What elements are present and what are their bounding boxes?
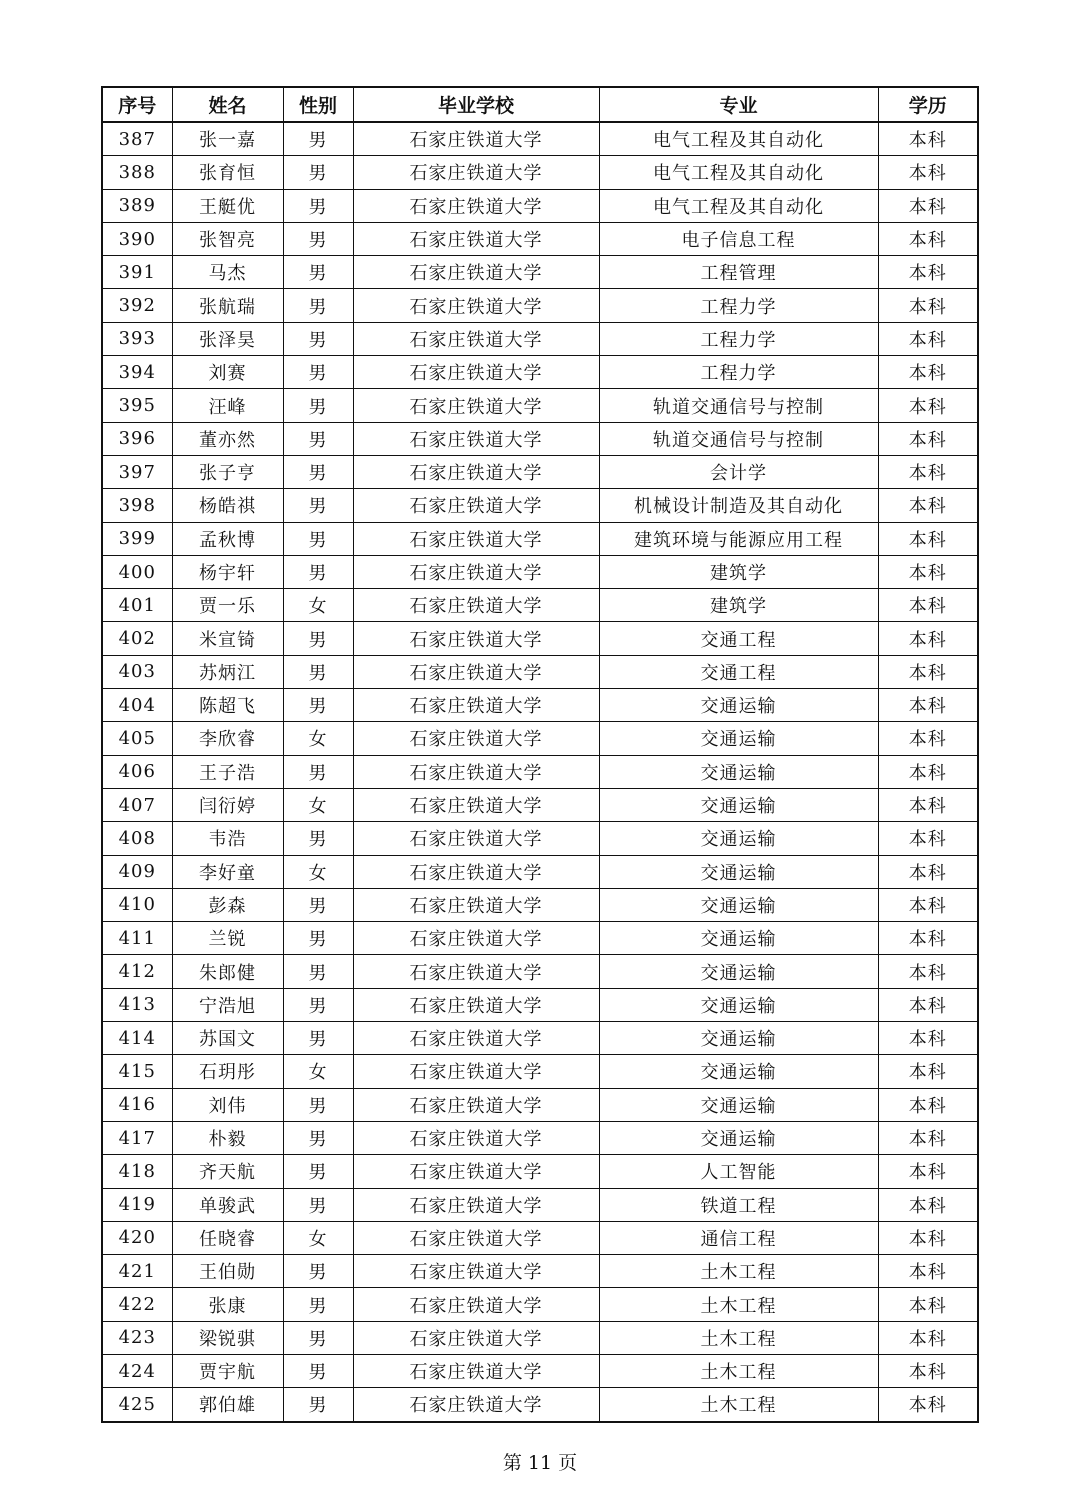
cell-major: 工程力学 bbox=[599, 289, 878, 322]
cell-school: 石家庄铁道大学 bbox=[353, 122, 599, 156]
cell-degree: 本科 bbox=[878, 689, 978, 722]
cell-index: 400 bbox=[102, 555, 172, 588]
cell-school: 石家庄铁道大学 bbox=[353, 855, 599, 888]
cell-gender: 男 bbox=[283, 1121, 353, 1154]
cell-school: 石家庄铁道大学 bbox=[353, 888, 599, 921]
cell-index: 397 bbox=[102, 455, 172, 488]
cell-index: 402 bbox=[102, 622, 172, 655]
cell-name: 董亦然 bbox=[172, 422, 283, 455]
cell-gender: 男 bbox=[283, 256, 353, 289]
cell-gender: 女 bbox=[283, 1221, 353, 1254]
cell-gender: 男 bbox=[283, 422, 353, 455]
cell-school: 石家庄铁道大学 bbox=[353, 455, 599, 488]
table-row bbox=[102, 722, 978, 755]
cell-name: 彭森 bbox=[172, 888, 283, 921]
cell-school: 石家庄铁道大学 bbox=[353, 1388, 599, 1422]
cell-index: 388 bbox=[102, 156, 172, 189]
cell-index: 389 bbox=[102, 189, 172, 222]
cell-name: 任晓睿 bbox=[172, 1221, 283, 1254]
cell-index: 418 bbox=[102, 1155, 172, 1188]
cell-gender: 男 bbox=[283, 888, 353, 921]
cell-school: 石家庄铁道大学 bbox=[353, 1221, 599, 1254]
cell-index: 406 bbox=[102, 755, 172, 788]
cell-gender: 男 bbox=[283, 655, 353, 688]
cell-index: 422 bbox=[102, 1288, 172, 1321]
cell-degree: 本科 bbox=[878, 555, 978, 588]
table-row bbox=[102, 855, 978, 888]
cell-index: 425 bbox=[102, 1388, 172, 1422]
cell-degree: 本科 bbox=[878, 222, 978, 255]
cell-gender: 男 bbox=[283, 1321, 353, 1354]
cell-gender: 男 bbox=[283, 555, 353, 588]
cell-school: 石家庄铁道大学 bbox=[353, 1188, 599, 1221]
table-row bbox=[102, 222, 978, 255]
table-row bbox=[102, 1288, 978, 1321]
cell-major: 土木工程 bbox=[599, 1321, 878, 1354]
cell-degree: 本科 bbox=[878, 1155, 978, 1188]
cell-major: 建筑环境与能源应用工程 bbox=[599, 522, 878, 555]
table-row bbox=[102, 955, 978, 988]
table-row bbox=[102, 1388, 978, 1422]
cell-gender: 女 bbox=[283, 855, 353, 888]
cell-major: 铁道工程 bbox=[599, 1188, 878, 1221]
cell-degree: 本科 bbox=[878, 522, 978, 555]
cell-major: 轨道交通信号与控制 bbox=[599, 422, 878, 455]
cell-school: 石家庄铁道大学 bbox=[353, 1121, 599, 1154]
table-row bbox=[102, 1022, 978, 1055]
table-row bbox=[102, 322, 978, 355]
cell-degree: 本科 bbox=[878, 322, 978, 355]
cell-school: 石家庄铁道大学 bbox=[353, 156, 599, 189]
cell-name: 张一嘉 bbox=[172, 122, 283, 156]
table-row bbox=[102, 489, 978, 522]
header-major: 专业 bbox=[599, 87, 878, 122]
table-row bbox=[102, 888, 978, 921]
cell-major: 机械设计制造及其自动化 bbox=[599, 489, 878, 522]
cell-gender: 男 bbox=[283, 222, 353, 255]
cell-degree: 本科 bbox=[878, 1121, 978, 1154]
cell-degree: 本科 bbox=[878, 256, 978, 289]
cell-index: 407 bbox=[102, 788, 172, 821]
table-row bbox=[102, 356, 978, 389]
cell-name: 王子浩 bbox=[172, 755, 283, 788]
cell-name: 单骏武 bbox=[172, 1188, 283, 1221]
cell-major: 交通运输 bbox=[599, 689, 878, 722]
header-row bbox=[102, 87, 978, 122]
table-row bbox=[102, 689, 978, 722]
table-row bbox=[102, 1088, 978, 1121]
cell-name: 杨皓祺 bbox=[172, 489, 283, 522]
cell-major: 工程力学 bbox=[599, 356, 878, 389]
cell-degree: 本科 bbox=[878, 1388, 978, 1422]
cell-major: 土木工程 bbox=[599, 1288, 878, 1321]
cell-gender: 男 bbox=[283, 755, 353, 788]
cell-name: 郭伯雄 bbox=[172, 1388, 283, 1422]
table-row bbox=[102, 1221, 978, 1254]
cell-name: 杨宇轩 bbox=[172, 555, 283, 588]
cell-name: 张智亮 bbox=[172, 222, 283, 255]
header-degree: 学历 bbox=[878, 87, 978, 122]
cell-major: 交通运输 bbox=[599, 1121, 878, 1154]
page-number: 第 11 页 bbox=[502, 1452, 578, 1474]
cell-name: 汪峰 bbox=[172, 389, 283, 422]
cell-gender: 男 bbox=[283, 922, 353, 955]
cell-major: 轨道交通信号与控制 bbox=[599, 389, 878, 422]
cell-degree: 本科 bbox=[878, 955, 978, 988]
table-row bbox=[102, 755, 978, 788]
cell-degree: 本科 bbox=[878, 1321, 978, 1354]
cell-major: 交通运输 bbox=[599, 955, 878, 988]
cell-name: 闫衍婷 bbox=[172, 788, 283, 821]
table-row bbox=[102, 589, 978, 622]
cell-gender: 男 bbox=[283, 822, 353, 855]
cell-index: 387 bbox=[102, 122, 172, 156]
cell-index: 420 bbox=[102, 1221, 172, 1254]
cell-school: 石家庄铁道大学 bbox=[353, 1288, 599, 1321]
cell-degree: 本科 bbox=[878, 1188, 978, 1221]
cell-name: 石玥彤 bbox=[172, 1055, 283, 1088]
table-row bbox=[102, 1255, 978, 1288]
roster-table bbox=[101, 86, 979, 1423]
cell-degree: 本科 bbox=[878, 888, 978, 921]
table-row bbox=[102, 256, 978, 289]
cell-index: 398 bbox=[102, 489, 172, 522]
cell-school: 石家庄铁道大学 bbox=[353, 722, 599, 755]
cell-gender: 男 bbox=[283, 1188, 353, 1221]
cell-name: 王伯勋 bbox=[172, 1255, 283, 1288]
cell-major: 交通运输 bbox=[599, 722, 878, 755]
cell-index: 396 bbox=[102, 422, 172, 455]
cell-name: 韦浩 bbox=[172, 822, 283, 855]
cell-school: 石家庄铁道大学 bbox=[353, 1088, 599, 1121]
table-row bbox=[102, 1354, 978, 1387]
cell-major: 交通运输 bbox=[599, 755, 878, 788]
cell-major: 交通运输 bbox=[599, 855, 878, 888]
cell-school: 石家庄铁道大学 bbox=[353, 1022, 599, 1055]
cell-index: 423 bbox=[102, 1321, 172, 1354]
table-row bbox=[102, 122, 978, 156]
cell-major: 土木工程 bbox=[599, 1255, 878, 1288]
cell-degree: 本科 bbox=[878, 1055, 978, 1088]
table-row bbox=[102, 988, 978, 1021]
cell-school: 石家庄铁道大学 bbox=[353, 1155, 599, 1188]
cell-name: 李欣睿 bbox=[172, 722, 283, 755]
header-gender: 性别 bbox=[283, 87, 353, 122]
cell-gender: 男 bbox=[283, 955, 353, 988]
cell-degree: 本科 bbox=[878, 356, 978, 389]
cell-gender: 男 bbox=[283, 322, 353, 355]
cell-degree: 本科 bbox=[878, 1255, 978, 1288]
table-row bbox=[102, 422, 978, 455]
cell-major: 土木工程 bbox=[599, 1354, 878, 1387]
cell-gender: 男 bbox=[283, 1388, 353, 1422]
cell-school: 石家庄铁道大学 bbox=[353, 222, 599, 255]
cell-major: 电气工程及其自动化 bbox=[599, 122, 878, 156]
cell-school: 石家庄铁道大学 bbox=[353, 489, 599, 522]
cell-index: 399 bbox=[102, 522, 172, 555]
cell-name: 孟秋博 bbox=[172, 522, 283, 555]
table-row bbox=[102, 822, 978, 855]
cell-major: 交通工程 bbox=[599, 622, 878, 655]
cell-major: 交通运输 bbox=[599, 888, 878, 921]
cell-gender: 男 bbox=[283, 489, 353, 522]
cell-index: 419 bbox=[102, 1188, 172, 1221]
cell-gender: 男 bbox=[283, 122, 353, 156]
cell-degree: 本科 bbox=[878, 1354, 978, 1387]
table-row bbox=[102, 1121, 978, 1154]
cell-index: 392 bbox=[102, 289, 172, 322]
cell-school: 石家庄铁道大学 bbox=[353, 622, 599, 655]
cell-gender: 男 bbox=[283, 1155, 353, 1188]
cell-school: 石家庄铁道大学 bbox=[353, 788, 599, 821]
table-row bbox=[102, 788, 978, 821]
cell-index: 414 bbox=[102, 1022, 172, 1055]
cell-gender: 男 bbox=[283, 356, 353, 389]
cell-name: 梁锐骐 bbox=[172, 1321, 283, 1354]
cell-degree: 本科 bbox=[878, 755, 978, 788]
cell-name: 张子亨 bbox=[172, 455, 283, 488]
table-row bbox=[102, 655, 978, 688]
cell-index: 394 bbox=[102, 356, 172, 389]
cell-degree: 本科 bbox=[878, 622, 978, 655]
cell-school: 石家庄铁道大学 bbox=[353, 522, 599, 555]
cell-major: 交通运输 bbox=[599, 822, 878, 855]
cell-degree: 本科 bbox=[878, 122, 978, 156]
cell-gender: 男 bbox=[283, 988, 353, 1021]
table-row bbox=[102, 1055, 978, 1088]
cell-name: 米宣锜 bbox=[172, 622, 283, 655]
cell-name: 王艇优 bbox=[172, 189, 283, 222]
cell-major: 交通运输 bbox=[599, 922, 878, 955]
cell-name: 宁浩旭 bbox=[172, 988, 283, 1021]
table-row bbox=[102, 455, 978, 488]
cell-degree: 本科 bbox=[878, 489, 978, 522]
cell-name: 张泽昊 bbox=[172, 322, 283, 355]
cell-gender: 男 bbox=[283, 289, 353, 322]
cell-name: 苏国文 bbox=[172, 1022, 283, 1055]
cell-degree: 本科 bbox=[878, 156, 978, 189]
cell-gender: 男 bbox=[283, 189, 353, 222]
cell-degree: 本科 bbox=[878, 589, 978, 622]
cell-gender: 男 bbox=[283, 1288, 353, 1321]
cell-name: 苏炳江 bbox=[172, 655, 283, 688]
cell-gender: 男 bbox=[283, 689, 353, 722]
cell-major: 电子信息工程 bbox=[599, 222, 878, 255]
cell-major: 交通运输 bbox=[599, 1055, 878, 1088]
cell-name: 刘伟 bbox=[172, 1088, 283, 1121]
cell-gender: 男 bbox=[283, 1255, 353, 1288]
table-row bbox=[102, 189, 978, 222]
table-row bbox=[102, 1321, 978, 1354]
cell-name: 贾宇航 bbox=[172, 1354, 283, 1387]
cell-major: 工程力学 bbox=[599, 322, 878, 355]
cell-degree: 本科 bbox=[878, 422, 978, 455]
cell-name: 刘赛 bbox=[172, 356, 283, 389]
cell-gender: 男 bbox=[283, 389, 353, 422]
cell-school: 石家庄铁道大学 bbox=[353, 256, 599, 289]
cell-name: 张航瑞 bbox=[172, 289, 283, 322]
header-name: 姓名 bbox=[172, 87, 283, 122]
cell-index: 395 bbox=[102, 389, 172, 422]
table-row bbox=[102, 1188, 978, 1221]
cell-index: 404 bbox=[102, 689, 172, 722]
table-row bbox=[102, 555, 978, 588]
cell-index: 405 bbox=[102, 722, 172, 755]
cell-degree: 本科 bbox=[878, 455, 978, 488]
table-row bbox=[102, 289, 978, 322]
cell-index: 424 bbox=[102, 1354, 172, 1387]
cell-gender: 男 bbox=[283, 455, 353, 488]
cell-degree: 本科 bbox=[878, 722, 978, 755]
cell-index: 416 bbox=[102, 1088, 172, 1121]
table-row bbox=[102, 922, 978, 955]
cell-index: 410 bbox=[102, 888, 172, 921]
cell-school: 石家庄铁道大学 bbox=[353, 1321, 599, 1354]
cell-index: 413 bbox=[102, 988, 172, 1021]
cell-name: 贾一乐 bbox=[172, 589, 283, 622]
cell-major: 人工智能 bbox=[599, 1155, 878, 1188]
cell-school: 石家庄铁道大学 bbox=[353, 689, 599, 722]
cell-gender: 男 bbox=[283, 522, 353, 555]
cell-degree: 本科 bbox=[878, 1088, 978, 1121]
cell-school: 石家庄铁道大学 bbox=[353, 655, 599, 688]
cell-name: 马杰 bbox=[172, 256, 283, 289]
cell-school: 石家庄铁道大学 bbox=[353, 1354, 599, 1387]
header-school: 毕业学校 bbox=[353, 87, 599, 122]
cell-index: 408 bbox=[102, 822, 172, 855]
cell-gender: 男 bbox=[283, 1022, 353, 1055]
cell-gender: 女 bbox=[283, 1055, 353, 1088]
cell-degree: 本科 bbox=[878, 289, 978, 322]
cell-index: 403 bbox=[102, 655, 172, 688]
cell-school: 石家庄铁道大学 bbox=[353, 755, 599, 788]
cell-school: 石家庄铁道大学 bbox=[353, 589, 599, 622]
cell-school: 石家庄铁道大学 bbox=[353, 322, 599, 355]
cell-gender: 男 bbox=[283, 156, 353, 189]
cell-school: 石家庄铁道大学 bbox=[353, 988, 599, 1021]
table-row bbox=[102, 389, 978, 422]
cell-name: 陈超飞 bbox=[172, 689, 283, 722]
cell-index: 401 bbox=[102, 589, 172, 622]
cell-degree: 本科 bbox=[878, 389, 978, 422]
cell-gender: 女 bbox=[283, 589, 353, 622]
cell-name: 兰锐 bbox=[172, 922, 283, 955]
cell-school: 石家庄铁道大学 bbox=[353, 422, 599, 455]
cell-major: 建筑学 bbox=[599, 555, 878, 588]
cell-degree: 本科 bbox=[878, 988, 978, 1021]
table-body bbox=[102, 122, 978, 1422]
cell-gender: 女 bbox=[283, 722, 353, 755]
cell-school: 石家庄铁道大学 bbox=[353, 922, 599, 955]
cell-name: 齐天航 bbox=[172, 1155, 283, 1188]
cell-index: 409 bbox=[102, 855, 172, 888]
cell-name: 朴毅 bbox=[172, 1121, 283, 1154]
cell-school: 石家庄铁道大学 bbox=[353, 822, 599, 855]
table-row bbox=[102, 156, 978, 189]
header-index: 序号 bbox=[102, 87, 172, 122]
cell-degree: 本科 bbox=[878, 855, 978, 888]
cell-degree: 本科 bbox=[878, 1288, 978, 1321]
cell-major: 建筑学 bbox=[599, 589, 878, 622]
cell-name: 李好童 bbox=[172, 855, 283, 888]
cell-school: 石家庄铁道大学 bbox=[353, 955, 599, 988]
cell-name: 张育恒 bbox=[172, 156, 283, 189]
cell-major: 交通运输 bbox=[599, 788, 878, 821]
cell-name: 朱郎健 bbox=[172, 955, 283, 988]
cell-index: 390 bbox=[102, 222, 172, 255]
table-row bbox=[102, 622, 978, 655]
cell-major: 会计学 bbox=[599, 455, 878, 488]
table-row bbox=[102, 522, 978, 555]
cell-index: 411 bbox=[102, 922, 172, 955]
cell-index: 417 bbox=[102, 1121, 172, 1154]
cell-school: 石家庄铁道大学 bbox=[353, 1255, 599, 1288]
cell-school: 石家庄铁道大学 bbox=[353, 289, 599, 322]
cell-major: 交通运输 bbox=[599, 1022, 878, 1055]
table-row bbox=[102, 1155, 978, 1188]
cell-index: 421 bbox=[102, 1255, 172, 1288]
cell-major: 工程管理 bbox=[599, 256, 878, 289]
cell-index: 415 bbox=[102, 1055, 172, 1088]
cell-index: 391 bbox=[102, 256, 172, 289]
cell-school: 石家庄铁道大学 bbox=[353, 1055, 599, 1088]
cell-school: 石家庄铁道大学 bbox=[353, 356, 599, 389]
cell-degree: 本科 bbox=[878, 1221, 978, 1254]
cell-major: 交通运输 bbox=[599, 988, 878, 1021]
table-header bbox=[102, 87, 978, 122]
cell-school: 石家庄铁道大学 bbox=[353, 555, 599, 588]
cell-degree: 本科 bbox=[878, 1022, 978, 1055]
cell-index: 393 bbox=[102, 322, 172, 355]
cell-name: 张康 bbox=[172, 1288, 283, 1321]
cell-school: 石家庄铁道大学 bbox=[353, 389, 599, 422]
cell-index: 412 bbox=[102, 955, 172, 988]
cell-degree: 本科 bbox=[878, 655, 978, 688]
cell-major: 交通工程 bbox=[599, 655, 878, 688]
cell-major: 土木工程 bbox=[599, 1388, 878, 1422]
cell-school: 石家庄铁道大学 bbox=[353, 189, 599, 222]
cell-major: 交通运输 bbox=[599, 1088, 878, 1121]
cell-degree: 本科 bbox=[878, 189, 978, 222]
cell-gender: 男 bbox=[283, 1088, 353, 1121]
cell-major: 电气工程及其自动化 bbox=[599, 189, 878, 222]
cell-degree: 本科 bbox=[878, 822, 978, 855]
cell-major: 电气工程及其自动化 bbox=[599, 156, 878, 189]
cell-gender: 男 bbox=[283, 622, 353, 655]
cell-gender: 女 bbox=[283, 788, 353, 821]
cell-major: 通信工程 bbox=[599, 1221, 878, 1254]
cell-degree: 本科 bbox=[878, 788, 978, 821]
cell-gender: 男 bbox=[283, 1354, 353, 1387]
cell-degree: 本科 bbox=[878, 922, 978, 955]
